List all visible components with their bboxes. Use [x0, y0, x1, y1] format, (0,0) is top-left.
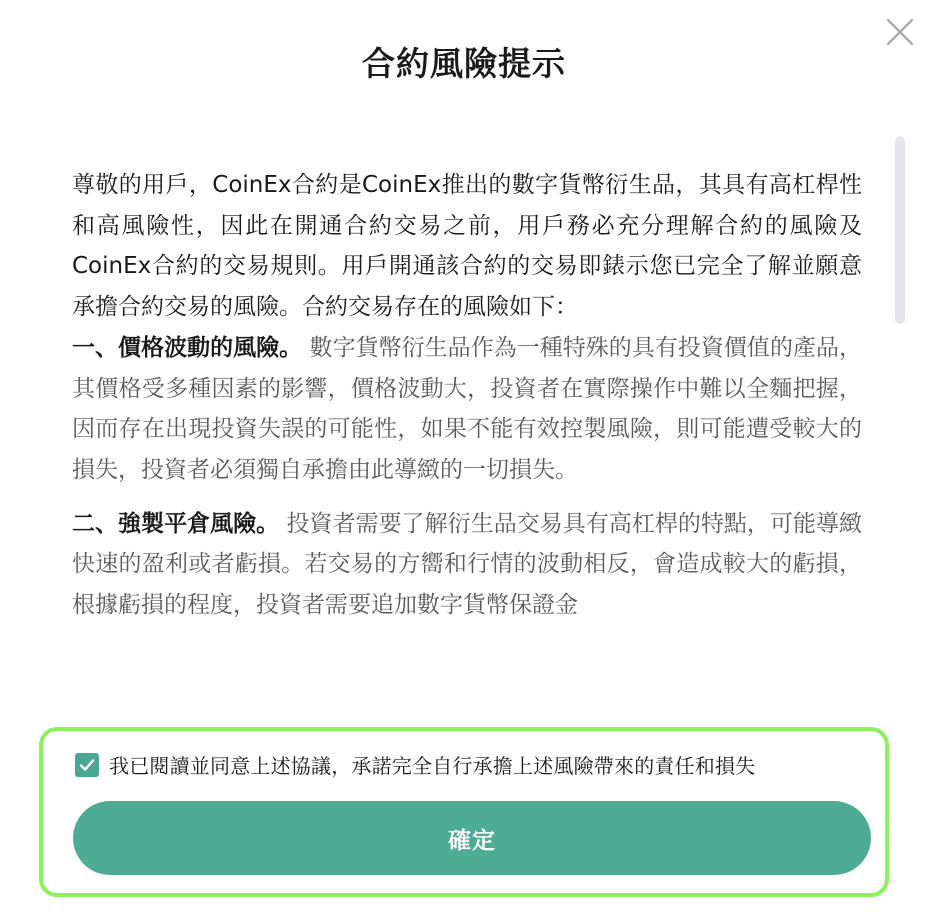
- scrollbar[interactable]: [895, 136, 905, 324]
- close-button[interactable]: [884, 16, 916, 48]
- scrollbar-thumb[interactable]: [895, 136, 905, 324]
- agreement-intro: 尊敬的用戶，CoinEx合約是CoinEx推出的數字貨幣衍生品，其具有高杠桿性和高風險性，因此在開通合約交易之前，用戶務必充分理解合約的風險及CoinEx合約的交易規則。用戶開通該合約的交易即錶示您已完全了解並願意承擔合約交易的風險。合約交易存在的風險如下：: [72, 172, 862, 321]
- agreement-footer: [39, 727, 889, 897]
- agree-row[interactable]: [75, 750, 755, 779]
- risk-section-1: [72, 328, 862, 491]
- agreement-content: [72, 165, 862, 626]
- confirm-button[interactable]: 確定: [73, 801, 871, 875]
- close-icon: [884, 16, 916, 48]
- dialog-title: 合約風險提示: [362, 44, 566, 83]
- risk-section-1-body: 數字貨幣衍生品作為一種特殊的具有投資價值的產品，其價格受多種因素的影響，價格波動大，投資者在實際操作中難以全麵把握，因而存在出現投資失誤的可能性，如果不能有效控製風險，則可能遭受較大的損失，投資者必須獨自承擔由此導緻的一切損失。: [72, 334, 862, 483]
- risk-section-2: [72, 504, 862, 626]
- checkmark-icon: [78, 756, 96, 774]
- risk-section-1-title: 一、價格波動的風險。: [72, 334, 303, 361]
- risk-section-2-body: 投資者需要了解衍生品交易具有高杠桿的特點，可能導緻快速的盈利或者虧損。若交易的方嚮和行情的波動相反，會造成較大的虧損，根據虧損的程度，投資者需要追加數字貨幣保證金: [72, 510, 862, 619]
- risk-section-2-title: 二、強製平倉風險。: [72, 510, 280, 537]
- agreement-scroll-area[interactable]: [72, 165, 862, 682]
- agree-label: 我已閱讀並同意上述協議，承諾完全自行承擔上述風險帶來的責任和損失: [109, 754, 756, 778]
- agree-checkbox[interactable]: [75, 753, 99, 777]
